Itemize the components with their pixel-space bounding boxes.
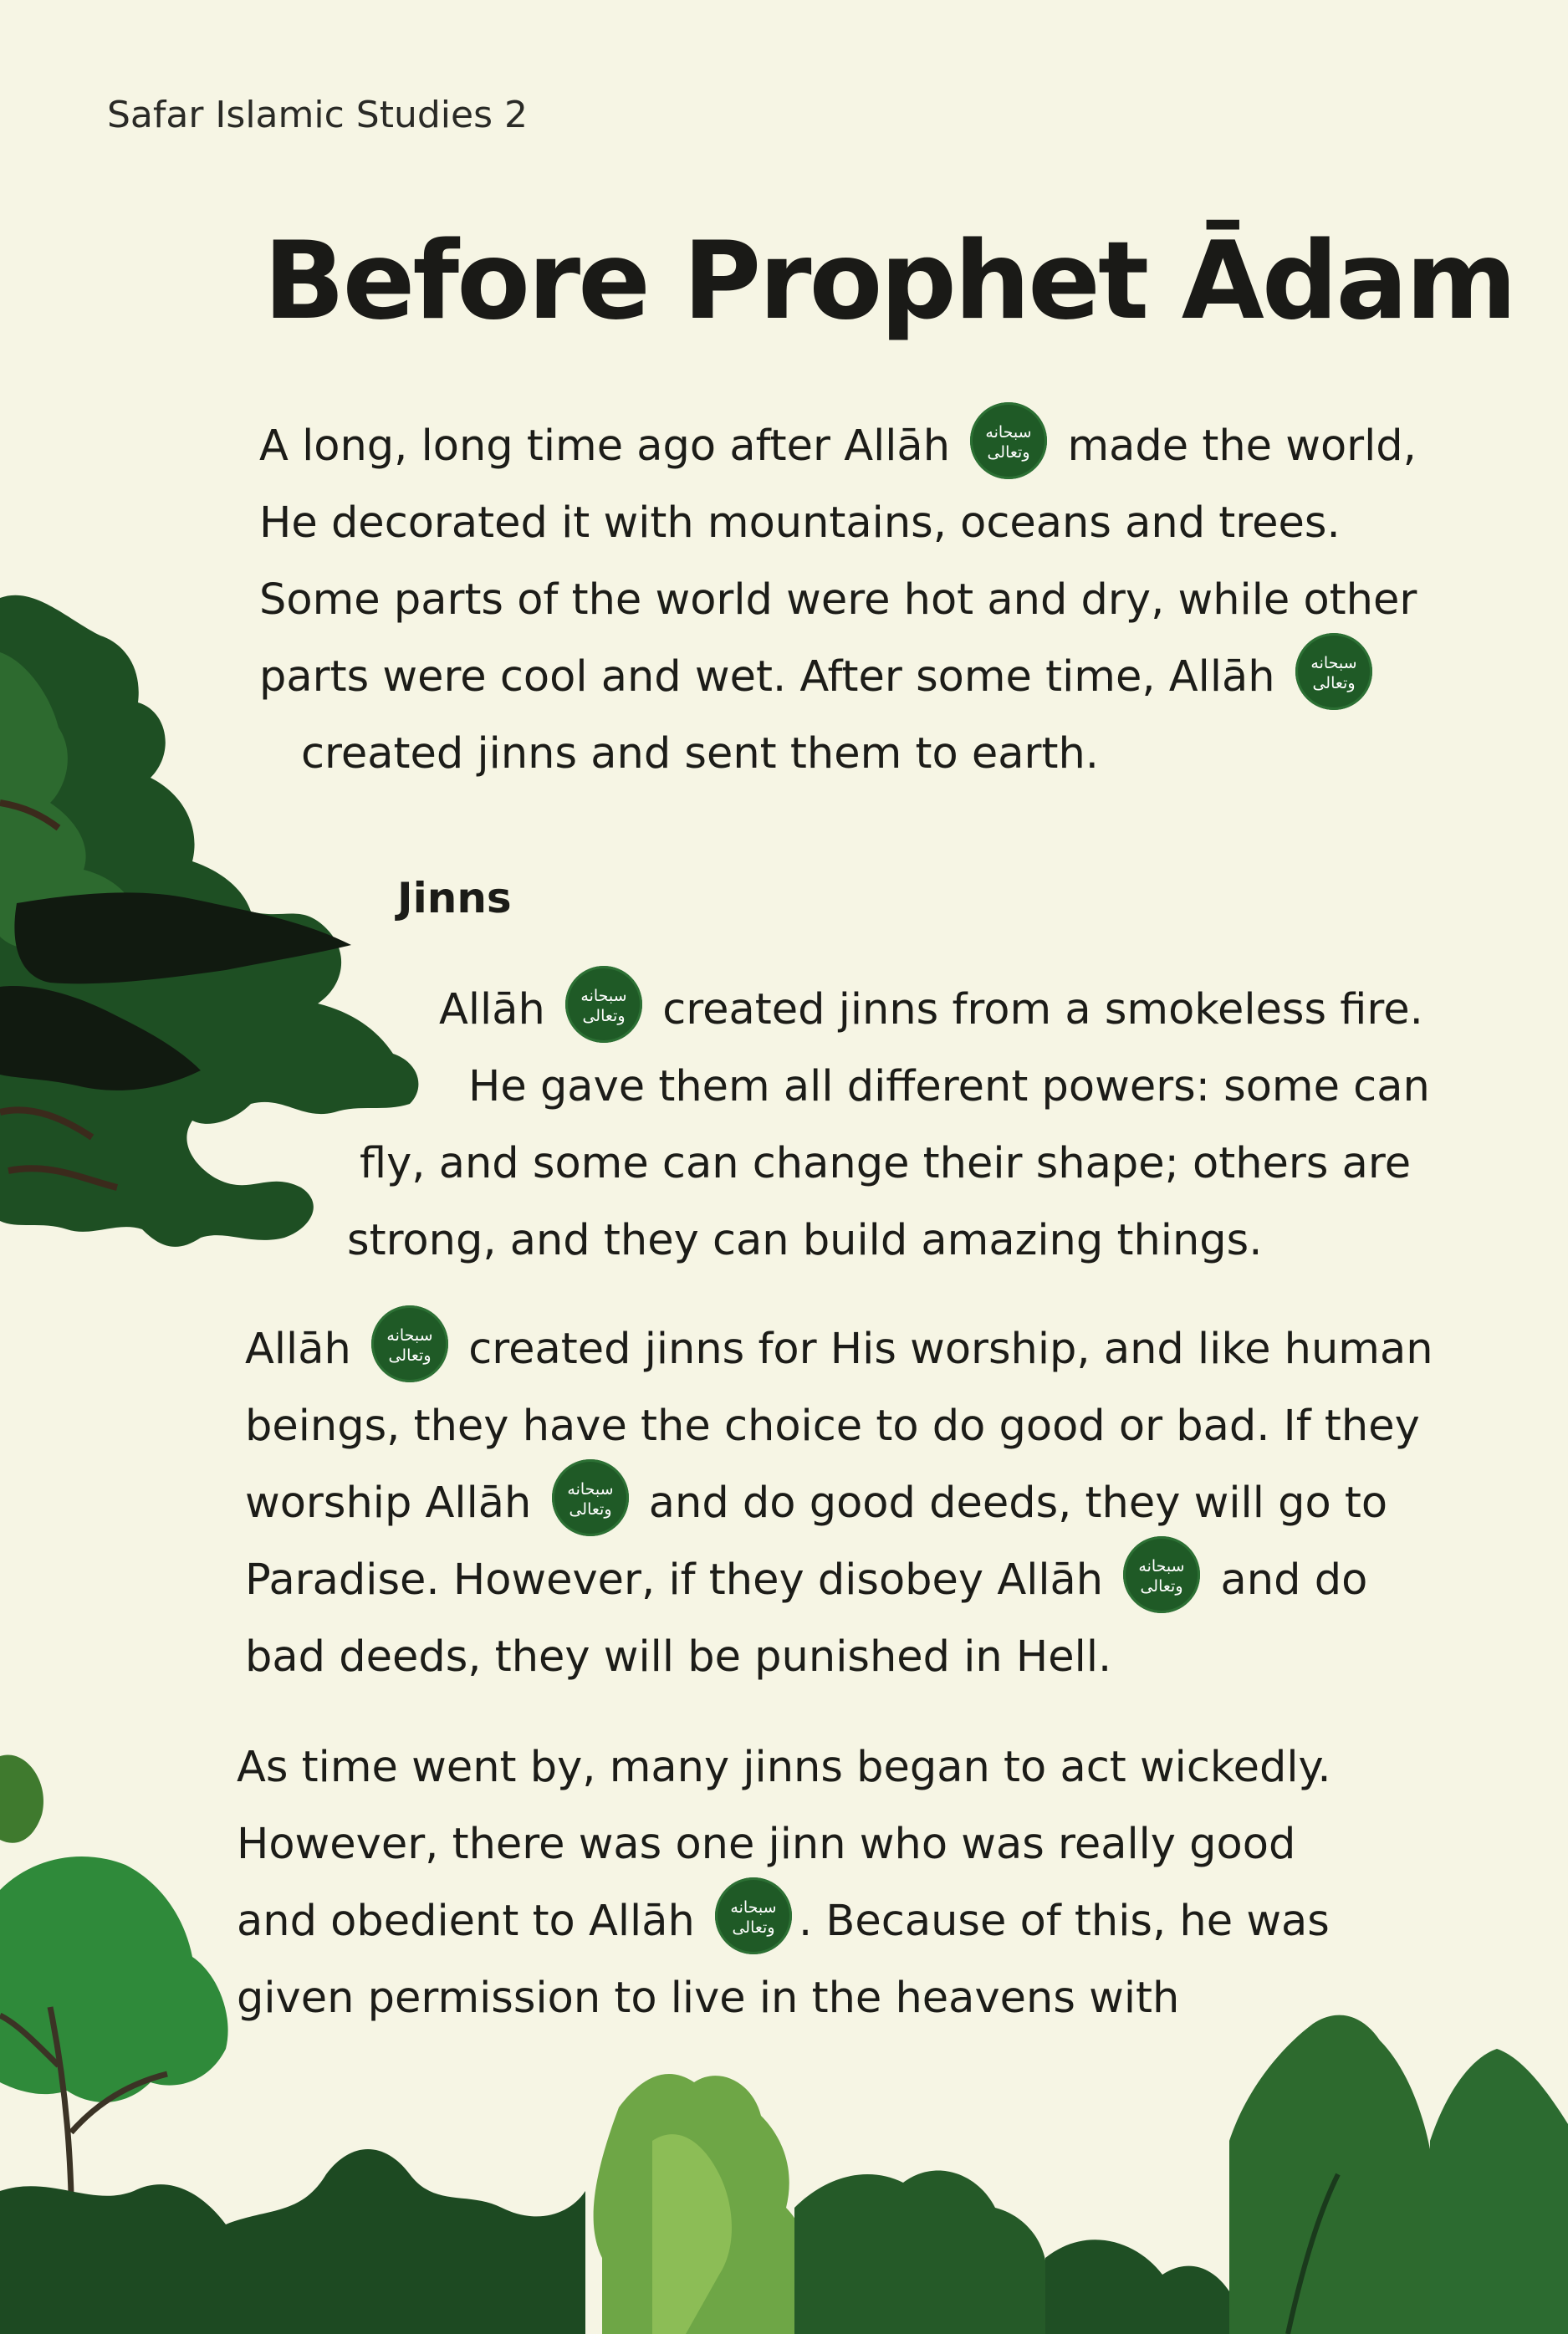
jinns-paragraph-1 <box>347 972 1430 1279</box>
text-run: . Because of this, he was <box>799 1897 1330 1946</box>
svg-text:سبحانه: سبحانه <box>730 1898 777 1917</box>
text-run: However, there was one jinn who was really good <box>237 1820 1296 1869</box>
text-line <box>259 639 1417 716</box>
svg-text:سبحانه: سبحانه <box>580 987 627 1005</box>
svg-text:وتعالى: وتعالى <box>987 443 1030 462</box>
text-run: made the world, <box>1054 421 1417 471</box>
text-line <box>301 716 1417 793</box>
subhanahu-wa-taala-seal-icon <box>970 402 1047 479</box>
svg-text:وتعالى: وتعالى <box>569 1500 612 1519</box>
text-line <box>259 408 1417 485</box>
text-run: worship Allāh <box>245 1479 545 1528</box>
svg-text:سبحانه: سبحانه <box>386 1326 433 1345</box>
text-run: and do good deeds, they will go to <box>635 1479 1388 1528</box>
text-run: created jinns and sent them to earth. <box>301 729 1100 779</box>
subhanahu-wa-taala-seal-icon <box>1295 633 1372 710</box>
text-line <box>259 485 1417 562</box>
text-run: Allāh <box>439 985 559 1034</box>
svg-text:وتعالى: وتعالى <box>1140 1577 1183 1596</box>
text-run: He gave them all different powers: some can <box>468 1062 1430 1111</box>
jinns-paragraph-3 <box>237 1729 1331 2037</box>
text-line <box>237 1883 1331 1960</box>
text-run: created jinns from a smokeless fire. <box>649 985 1423 1034</box>
intro-paragraph <box>259 408 1417 793</box>
section-heading-jinns: Jinns <box>397 874 512 922</box>
subhanahu-wa-taala-seal-icon <box>371 1305 448 1382</box>
text-run: Paradise. However, if they disobey Allāh <box>245 1555 1117 1605</box>
text-line <box>237 1960 1331 2037</box>
text-run: He decorated it with mountains, oceans and trees. <box>259 498 1341 548</box>
bottom-forest <box>0 2015 1568 2334</box>
svg-text:وتعالى: وتعالى <box>388 1346 432 1365</box>
svg-text:وتعالى: وتعالى <box>1312 674 1356 692</box>
text-run: and obedient to Allāh <box>237 1897 708 1946</box>
text-run: As time went by, many jinns began to act wickedly. <box>237 1743 1331 1792</box>
jinns-paragraph-2 <box>245 1311 1433 1696</box>
svg-text:سبحانه: سبحانه <box>985 423 1032 442</box>
book-title-header: Safar Islamic Studies 2 <box>107 94 528 136</box>
text-line <box>237 1729 1331 1806</box>
text-run: Allāh <box>245 1325 365 1374</box>
text-run: strong, and they can build amazing things. <box>347 1216 1263 1265</box>
text-run: and do <box>1207 1555 1368 1605</box>
subhanahu-wa-taala-seal-icon <box>715 1877 792 1954</box>
text-line <box>245 1619 1433 1696</box>
text-line <box>468 1049 1430 1126</box>
text-run: created jinns for His worship, and like human <box>455 1325 1433 1374</box>
text-line <box>237 1806 1331 1883</box>
text-run: fly, and some can change their shape; others are <box>360 1139 1412 1188</box>
text-line <box>259 562 1417 639</box>
text-line <box>347 1203 1430 1279</box>
svg-text:سبحانه: سبحانه <box>566 1480 614 1499</box>
text-line <box>245 1542 1433 1619</box>
svg-text:سبحانه: سبحانه <box>1138 1557 1185 1576</box>
text-line <box>245 1311 1433 1388</box>
text-line <box>360 1126 1430 1203</box>
text-run: A long, long time ago after Allāh <box>259 421 964 471</box>
subhanahu-wa-taala-seal-icon <box>565 966 642 1043</box>
text-run: beings, they have the choice to do good or bad. If they <box>245 1402 1420 1451</box>
subhanahu-wa-taala-seal-icon <box>552 1459 629 1536</box>
text-line <box>245 1388 1433 1465</box>
text-run: Some parts of the world were hot and dry, while other <box>259 575 1417 625</box>
svg-text:وتعالى: وتعالى <box>582 1007 626 1025</box>
svg-text:سبحانه: سبحانه <box>1310 654 1357 672</box>
text-run: given permission to live in the heavens with <box>237 1974 1180 2023</box>
text-line <box>245 1465 1433 1542</box>
page-title: Before Prophet Ādam <box>263 219 1515 344</box>
text-line <box>439 972 1430 1049</box>
text-run: bad deeds, they will be punished in Hell. <box>245 1632 1112 1682</box>
subhanahu-wa-taala-seal-icon <box>1123 1536 1200 1613</box>
svg-text:وتعالى: وتعالى <box>732 1918 775 1937</box>
text-run: parts were cool and wet. After some time, Allāh <box>259 652 1289 702</box>
